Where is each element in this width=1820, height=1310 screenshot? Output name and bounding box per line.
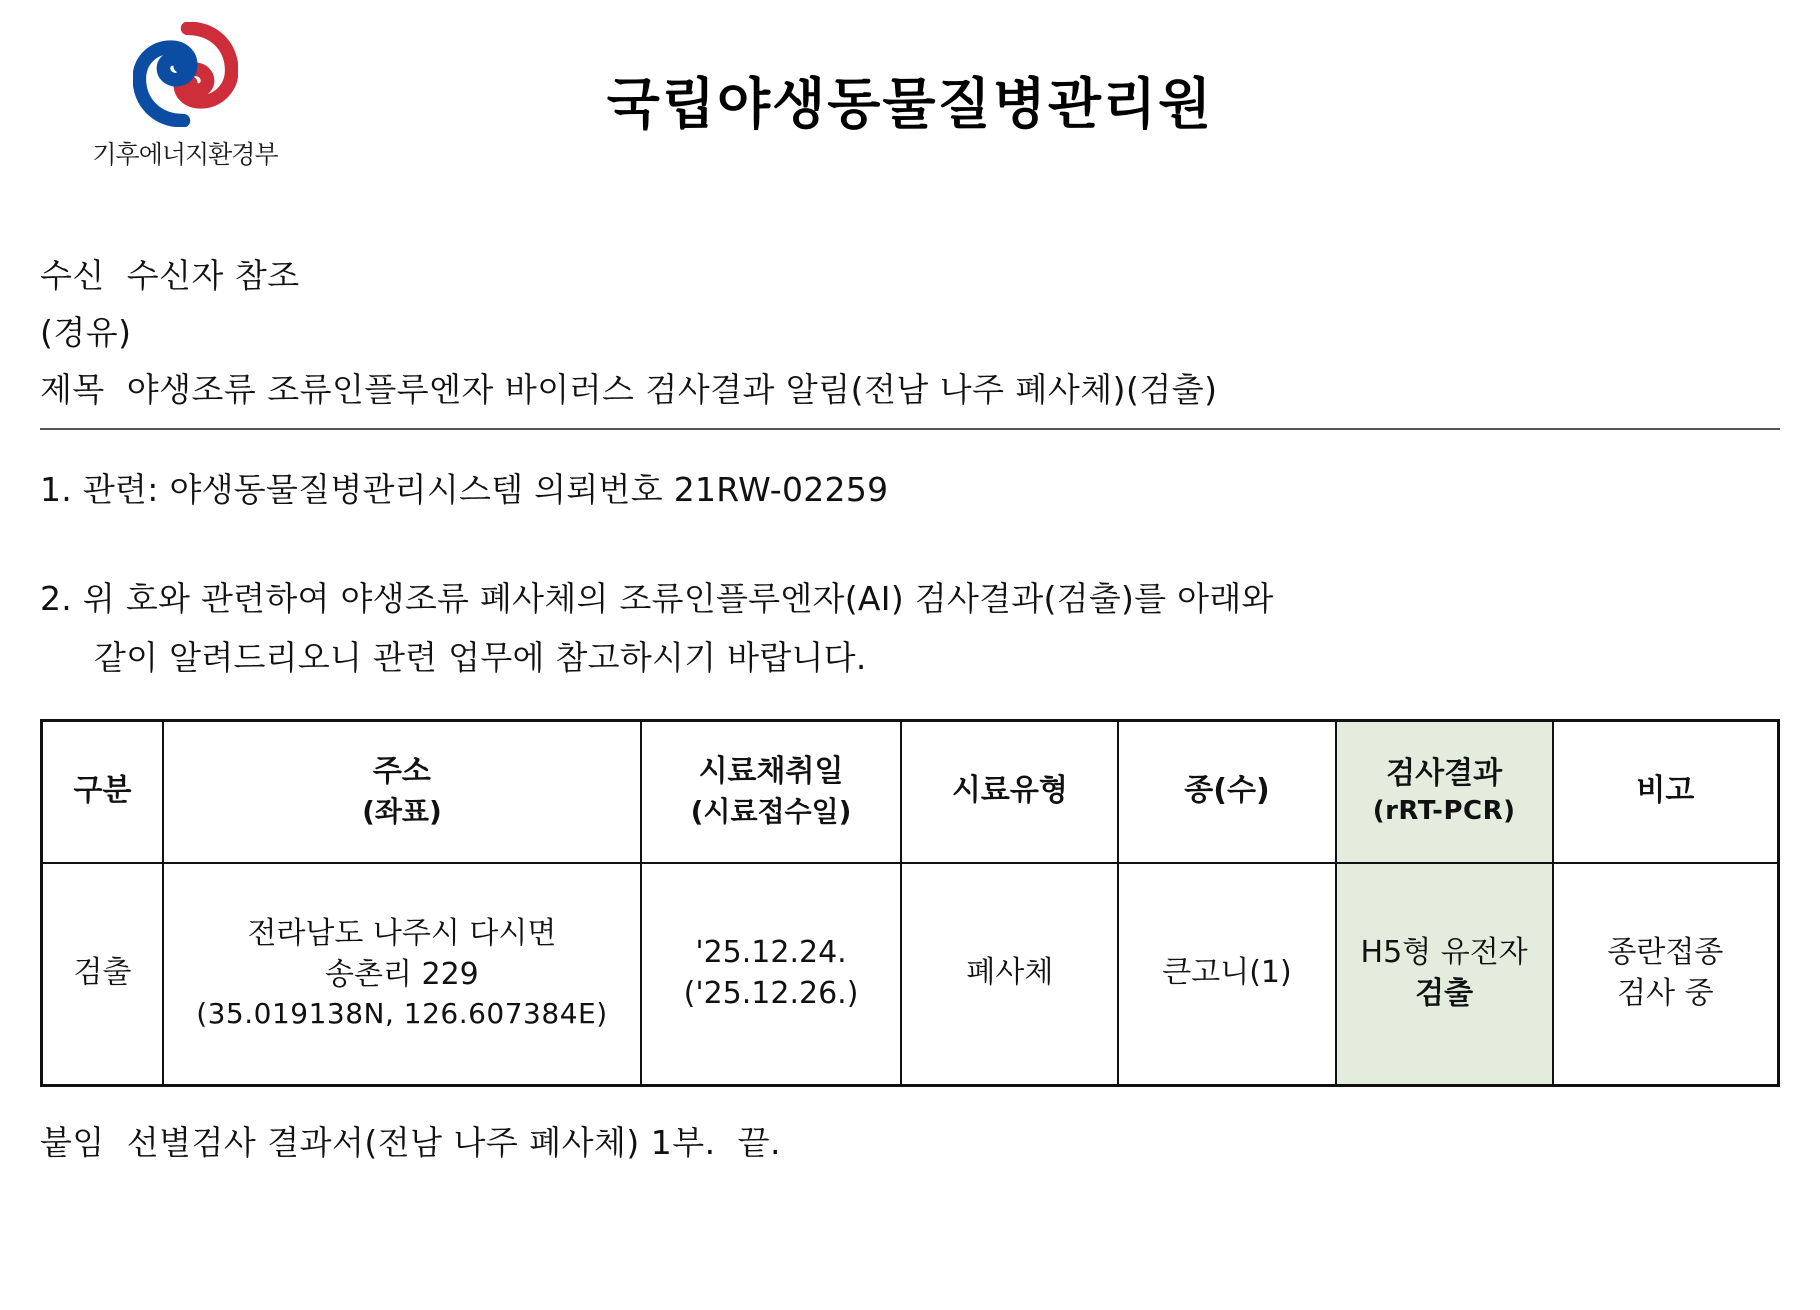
column-header-address-sub: (좌표): [362, 794, 442, 828]
paragraph-2: [40, 573, 1780, 685]
subject-line: 제목 야생조류 조류인플루엔자 바이러스 검사결과 알림(전남 나주 폐사체)(검출): [40, 362, 1780, 431]
paragraph-1: 1. 관련: 야생동물질병관리시스템 의뢰번호 21RW-02259: [40, 470, 889, 510]
column-header-test-result-sub: (rRT-PCR): [1372, 796, 1516, 827]
emblem-caption: 기후에너지환경부: [92, 140, 278, 169]
column-header-collection-date: [641, 720, 902, 863]
column-header-sample-type: [901, 720, 1118, 863]
paragraph-2-line-2: 같이 알려드리오니 관련 업무에 참고하시기 바랍니다.: [94, 637, 867, 677]
column-header-address: [163, 720, 641, 863]
test-result-table: [40, 719, 1780, 1087]
cell-address-line1: 전라남도 나주시 다시면: [247, 916, 557, 952]
recipient-line: 수신 수신자 참조: [40, 256, 300, 295]
cell-sample-type: 폐사체: [901, 863, 1118, 1086]
column-header-test-result-label: 검사결과: [1386, 755, 1503, 791]
cell-address-line2: 송촌리 229: [325, 956, 479, 992]
letter-head-block: [40, 248, 1780, 430]
column-header-species: [1118, 720, 1335, 863]
attachment-line: 붙임 선별검사 결과서(전남 나주 폐사체) 1부. 끝.: [40, 1122, 781, 1162]
cell-collection-date: [641, 863, 902, 1086]
cell-note-line2: 검사 중: [1617, 975, 1714, 1011]
cell-note: [1553, 863, 1779, 1086]
cell-species: 큰고니(1): [1118, 863, 1335, 1086]
column-header-note: [1553, 720, 1779, 863]
cell-test-result: [1336, 863, 1553, 1086]
column-header-division-label: 구분: [73, 773, 132, 809]
column-header-address-label: 주소: [372, 754, 431, 790]
column-header-sample-type-label: 시료유형: [951, 773, 1068, 809]
cell-collection-date-value: '25.12.24.: [695, 935, 847, 971]
cell-test-result-line2: 검출: [1415, 975, 1474, 1011]
column-header-test-result: [1336, 720, 1553, 863]
cell-reception-date-value: ('25.12.26.): [683, 975, 859, 1011]
paragraph-2-line-1: 2. 위 호와 관련하여 야생조류 폐사체의 조류인플루엔자(AI) 검사결과(검출)를 아래와: [40, 579, 1274, 619]
organization-title: 국립야생동물질병관리원: [606, 72, 1214, 136]
table-row: [42, 863, 1779, 1086]
via-line: (경유): [40, 312, 132, 352]
table-header-row: [42, 720, 1779, 863]
column-header-collection-date-label: 시료채취일: [698, 754, 844, 790]
cell-address: [163, 863, 641, 1086]
column-header-division: [42, 720, 164, 863]
cell-note-line1: 종란접종: [1607, 935, 1724, 971]
column-header-note-label: 비고: [1636, 773, 1695, 809]
document-header: [40, 0, 1780, 200]
cell-test-result-line1: H5형 유전자: [1360, 935, 1528, 971]
column-header-collection-date-sub: (시료접수일): [690, 794, 852, 828]
column-header-species-label: 종(수): [1184, 773, 1270, 809]
cell-division: 검출: [42, 863, 164, 1086]
cell-address-coordinates: (35.019138N, 126.607384E): [196, 997, 608, 1031]
